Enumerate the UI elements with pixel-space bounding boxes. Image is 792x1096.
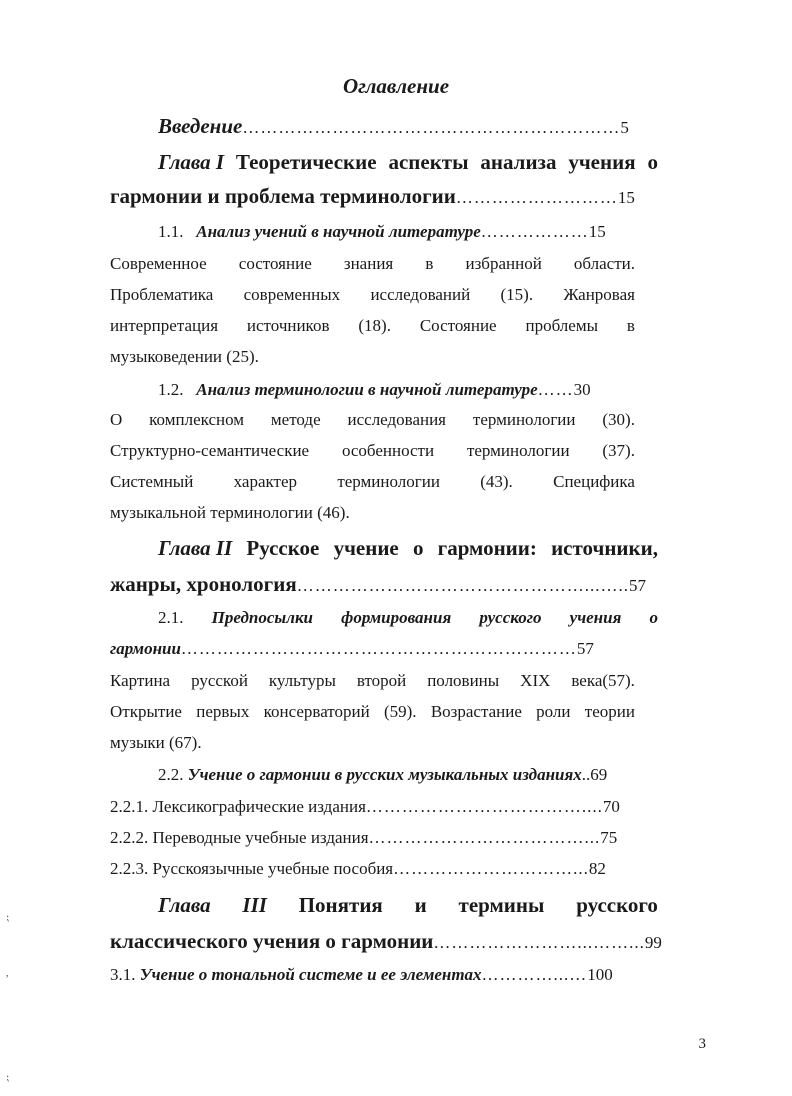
word: в [425,254,434,273]
chapter1-prefix: Глава I [158,150,225,174]
chapter1-word: анализа [480,150,557,174]
chapter3-heading-line2[interactable] [110,929,662,954]
scan-mark: ⁏ [6,912,10,923]
toc-title: Оглавление [342,74,450,98]
sec-dots: ………………………………………………………… [180,639,577,658]
sub-title: 2.2.2. Переводные учебные издания [110,828,369,847]
word: Возрастание [430,702,522,721]
chapter1-heading-line2[interactable] [110,184,635,209]
toc-entry-2-2-3[interactable] [110,859,606,879]
chapter2-word: о [412,536,424,560]
intro-label: Введение [158,114,243,138]
word: Открытие [110,702,182,721]
word: (15). [500,285,534,304]
scan-mark: ⁏ [6,1072,10,1083]
chapter1-word: учения [568,150,636,174]
sec21-body-line2 [110,702,635,722]
toc-entry-2-1-line2[interactable] [110,639,594,659]
chapter3-prefix-num: III [242,893,267,917]
word: Системный [110,472,194,491]
chapter2-dots: …………………………………………...….. [296,576,629,595]
sec11-body-line2 [110,285,635,305]
sec-number: 2.2. [158,765,184,784]
toc-entry-2-1-line1[interactable] [158,608,658,628]
sec-title: Учение о тональной системе и ее элементах [139,965,482,984]
sec12-body-line1 [110,410,635,430]
word: Специфика [553,472,635,491]
word: первых [196,702,250,721]
sec12-body-line3 [110,472,635,492]
intro-page: 5 [620,118,629,137]
chapter3-word: Понятия [298,893,383,917]
chapter2-page: 57 [628,576,646,595]
sec-dots: …… [537,380,574,399]
word: интерпретация [110,316,219,335]
sec21-body-line3: музыки (67). [110,733,202,752]
toc-entry-3-1[interactable] [110,965,655,985]
chapter2-title-cont: жанры, хронология [110,572,297,596]
sub-title: 2.2.1. Лексикографические издания [110,797,366,816]
sec-title: Анализ терминологии в научной литературе [196,380,538,399]
sec-title: Анализ учений в научной литературе [196,222,481,241]
sec-title-word: Предпосылки [211,608,314,627]
word: в [626,316,635,335]
word: Проблематика [110,285,214,304]
chapter2-prefix: Глава II [158,536,233,560]
sec11-body-line4: музыковедении (25). [110,347,259,366]
chapter2-word: источники, [551,536,658,560]
word: состояние [238,254,312,273]
chapter1-word: Теоретические [235,150,377,174]
word: комплексном [149,410,245,429]
sec-dots: ……………… [480,222,589,241]
word: (30). [602,410,635,429]
toc-entry-1-2[interactable] [158,380,591,400]
chapter3-prefix: Глава [158,893,211,917]
sub-dots: ………………………………... [368,828,601,847]
sec-title-word: о [649,608,658,627]
sec11-body-line1 [110,254,635,274]
sec-page: 69 [590,765,608,784]
word: особенности [341,441,435,460]
sec12-body-line2 [110,441,635,461]
sec-number: 1.1. [158,222,184,241]
toc-entry-intro[interactable] [158,114,642,139]
sec-title-word: учения [569,608,622,627]
chapter2-heading-line1[interactable] [158,536,658,561]
chapter1-title-cont: гармонии и проблема терминологии [110,184,456,208]
chapter3-word: русского [576,893,658,917]
chapter3-title-cont: классического учения о гармонии [110,929,434,953]
sec-title-word: русского [479,608,542,627]
word: исследований [370,285,471,304]
word: роли [536,702,571,721]
word: терминологии [472,410,576,429]
word: (18). [358,316,391,335]
sec-page: 100 [587,965,613,984]
chapter2-word: учение [333,536,399,560]
sec-dots: .. [581,765,591,784]
word: области. [573,254,635,273]
sub-page: 75 [600,828,618,847]
word: теории [584,702,635,721]
word: Картина [110,671,171,690]
sec-page: 30 [573,380,591,399]
chapter1-word: о [647,150,658,174]
sec-title-cont: гармонии [110,639,181,658]
word: знания [343,254,394,273]
word: О [110,410,123,429]
word: Состояние [419,316,497,335]
word: (59). [383,702,417,721]
sec-page: 15 [588,222,606,241]
chapter1-dots: ……………………… [455,188,618,207]
chapter3-word: термины [458,893,545,917]
toc-entry-2-2-2[interactable] [110,828,617,848]
chapter2-heading-line2[interactable] [110,572,646,597]
sec21-body-line1 [110,671,635,691]
chapter2-word: гармонии: [437,536,537,560]
word: источников [246,316,330,335]
chapter3-dots: ……………………...……... [433,933,645,952]
page-number: 3 [698,1036,706,1052]
sec-number: 3.1. [110,965,136,984]
word: XIX [520,671,551,690]
sec12-body-line4: музыкальной терминологии (46). [110,503,350,522]
toc-entry-1-1[interactable] [158,222,606,242]
word: исследования [347,410,447,429]
scan-mark: , [6,968,9,979]
word: века(57). [571,671,635,690]
chapter3-heading-line1[interactable] [158,893,658,918]
word: (37). [602,441,635,460]
sec-number: 1.2. [158,380,184,399]
word: культуры [268,671,336,690]
sec11-body-line3 [110,316,635,336]
sec-number: 2.1. [158,608,184,627]
word: методе [270,410,321,429]
sec-title-word: формирования [341,608,452,627]
word: Современное [110,254,207,273]
chapter1-word: аспекты [388,150,469,174]
sec-dots: …………...… [481,965,588,984]
chapter1-page: 15 [617,188,635,207]
word: современных [243,285,341,304]
chapter3-word: и [414,893,427,917]
word: терминологии [337,472,440,491]
word: половины [427,671,500,690]
word: консерваторий [263,702,370,721]
word: характер [233,472,298,491]
word: второй [356,671,407,690]
sec-page: 57 [576,639,594,658]
sub-page: 70 [602,797,620,816]
word: Структурно-семантические [110,441,310,460]
sub-page: 82 [588,859,606,878]
sub-dots: …………………………... [393,859,589,878]
toc-entry-2-2[interactable] [158,765,654,785]
word: (43). [480,472,513,491]
sub-dots: ……………………………….... [365,797,603,816]
intro-dots: ……………………………………………………… [242,118,621,137]
word: избранной [465,254,542,273]
word: терминологии [466,441,570,460]
chapter1-heading-line1[interactable] [158,150,658,175]
word: проблемы [525,316,599,335]
word: русской [191,671,248,690]
chapter3-page: 99 [644,933,662,952]
sub-title: 2.2.3. Русскоязычные учебные пособия [110,859,394,878]
toc-entry-2-2-1[interactable] [110,797,620,817]
sec-title: Учение о гармонии в русских музыкальных изданиях [187,765,582,784]
word: Жанровая [563,285,635,304]
chapter2-word: Русское [246,536,320,560]
